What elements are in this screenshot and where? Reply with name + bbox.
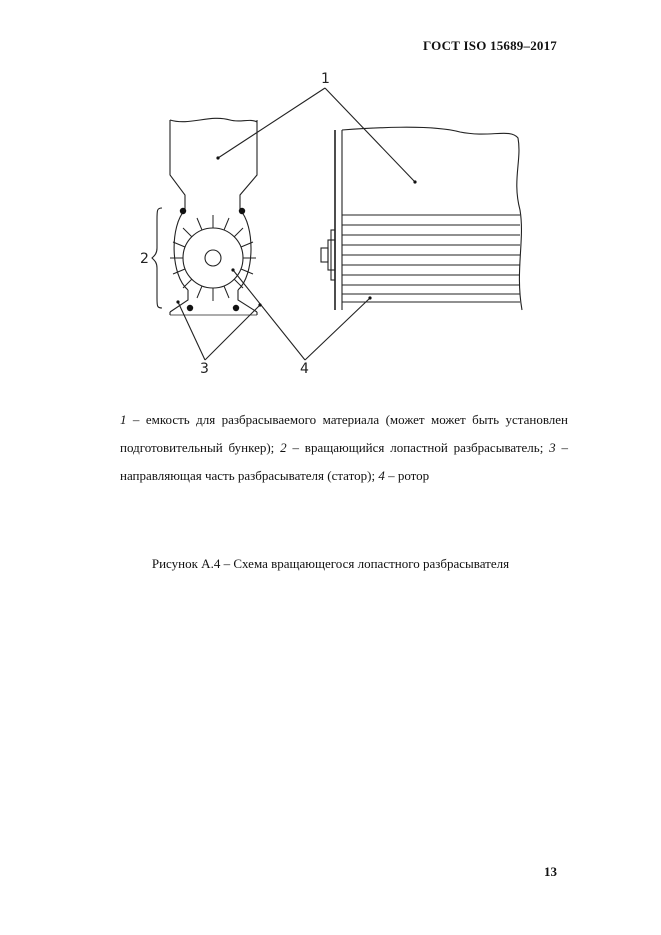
figure-legend xyxy=(120,406,568,490)
page-number: 13 xyxy=(544,864,557,879)
legend-number-3: 3 xyxy=(549,440,556,455)
legend-number-1: 1 xyxy=(120,412,127,427)
legend-text-4: – ротор xyxy=(384,468,430,483)
document-header: ГОСТ ISO 15689–2017 xyxy=(423,38,557,53)
legend-number-2: 2 xyxy=(280,440,287,455)
figure-title: Рисунок А.4 – Схема вращающегося лопастного разбрасывателя xyxy=(151,556,510,571)
label-2: 2 xyxy=(140,251,149,267)
legend-text-1: – емкость для разбрасываемого материала (может может быть установлен подготовительный бункер); xyxy=(120,412,568,455)
label-3: 3 xyxy=(200,361,209,377)
label-4: 4 xyxy=(300,361,309,377)
legend-number-4: 4 xyxy=(378,468,385,483)
spreader-diagram xyxy=(130,70,540,380)
label-1: 1 xyxy=(321,71,330,87)
legend-text-2: – вращающийся лопастной разбрасыватель; xyxy=(286,440,550,455)
legend-text-3: – направляющая часть разбрасывателя (статор); xyxy=(120,440,569,483)
